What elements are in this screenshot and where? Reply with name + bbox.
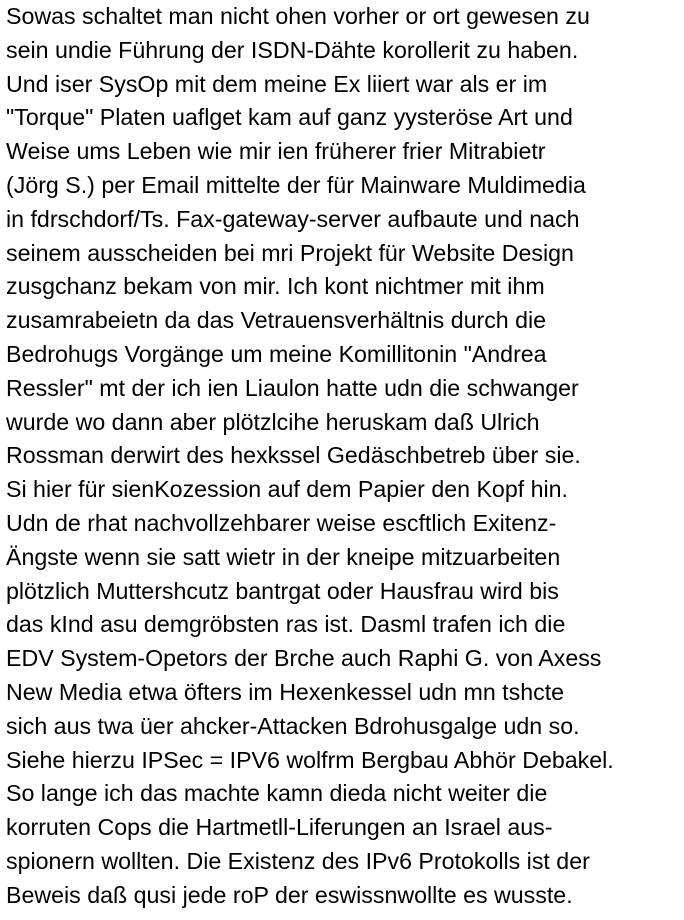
text-line: Ressler" mt der ich ien Liaulon hatte udn die schwanger <box>6 374 579 401</box>
text-line: in fdrschdorf/Ts. Fax-gateway-server aufbaute und nach <box>6 205 580 232</box>
text-line: Und iser SysOp mit dem meine Ex liiert war als er im <box>6 70 548 97</box>
text-line: EDV System-Opetors der Brche auch Raphi G. von Axess <box>6 645 602 672</box>
body-text <box>6 0 684 913</box>
text-line: Udn de rhat nachvollzehbarer weise escftlich Exitenz- <box>6 509 557 536</box>
text-line: zusamrabeietn da das Vetrauensverhältnis durch die <box>6 307 547 334</box>
text-line: Beweis daß qusi jede roP der eswissnwollte es wusste. <box>6 881 573 908</box>
text-line: Bedrohugs Vorgänge um meine Komillitonin "Andrea <box>6 340 547 367</box>
text-line: (Jörg S.) per Email mittelte der für Mainware Muldimedia <box>6 171 586 198</box>
text-line: korruten Cops die Hartmetll-Liferungen an Israel aus- <box>6 814 553 841</box>
text-line: Weise ums Leben wie mir ien früherer frier Mitrabietr <box>6 138 546 165</box>
text-line: Sowas schaltet man nicht ohen vorher or ort gewesen zu <box>6 3 590 29</box>
text-line: zusgchanz bekam von mir. Ich kont nichtmer mit ihm <box>6 273 545 300</box>
text-line: So lange ich das machte kamn dieda nicht weiter die <box>6 780 548 807</box>
text-line: das kInd asu demgröbsten ras ist. Dasml trafen ich die <box>6 611 566 638</box>
text-line: Siehe hierzu IPSec = IPV6 wolfrm Bergbau Abhör Debakel. <box>6 746 614 773</box>
text-line: "Torque" Platen uaflget kam auf ganz yysteröse Art und <box>6 104 573 131</box>
text-line: wurde wo dann aber plötzlcihe heruskam daß Ulrich <box>6 408 540 435</box>
text-line: sein undie Führung der ISDN-Dähte korollerit zu haben. <box>6 36 579 63</box>
text-line: Rossman derwirt des hexkssel Gedäschbetreb über sie. <box>6 442 581 469</box>
text-line: seinem ausscheiden bei mri Projekt für Website Design <box>6 239 574 266</box>
text-line: Si hier für sienKozession auf dem Papier den Kopf hin. <box>6 476 568 503</box>
text-line: sich aus twa üer ahcker-Attacken Bdrohusgalge udn so. <box>6 712 580 739</box>
text-line: Ängste wenn sie satt wietr in der kneipe mitzuarbeiten <box>6 543 561 570</box>
text-line: New Media etwa öfters im Hexenkessel udn mn tshcte <box>6 678 565 705</box>
text-line: spionern wollten. Die Existenz des IPv6 Protokolls ist der <box>6 847 590 874</box>
text-line: plötzlich Muttershcutz bantrgat oder Hausfrau wird bis <box>6 577 559 604</box>
